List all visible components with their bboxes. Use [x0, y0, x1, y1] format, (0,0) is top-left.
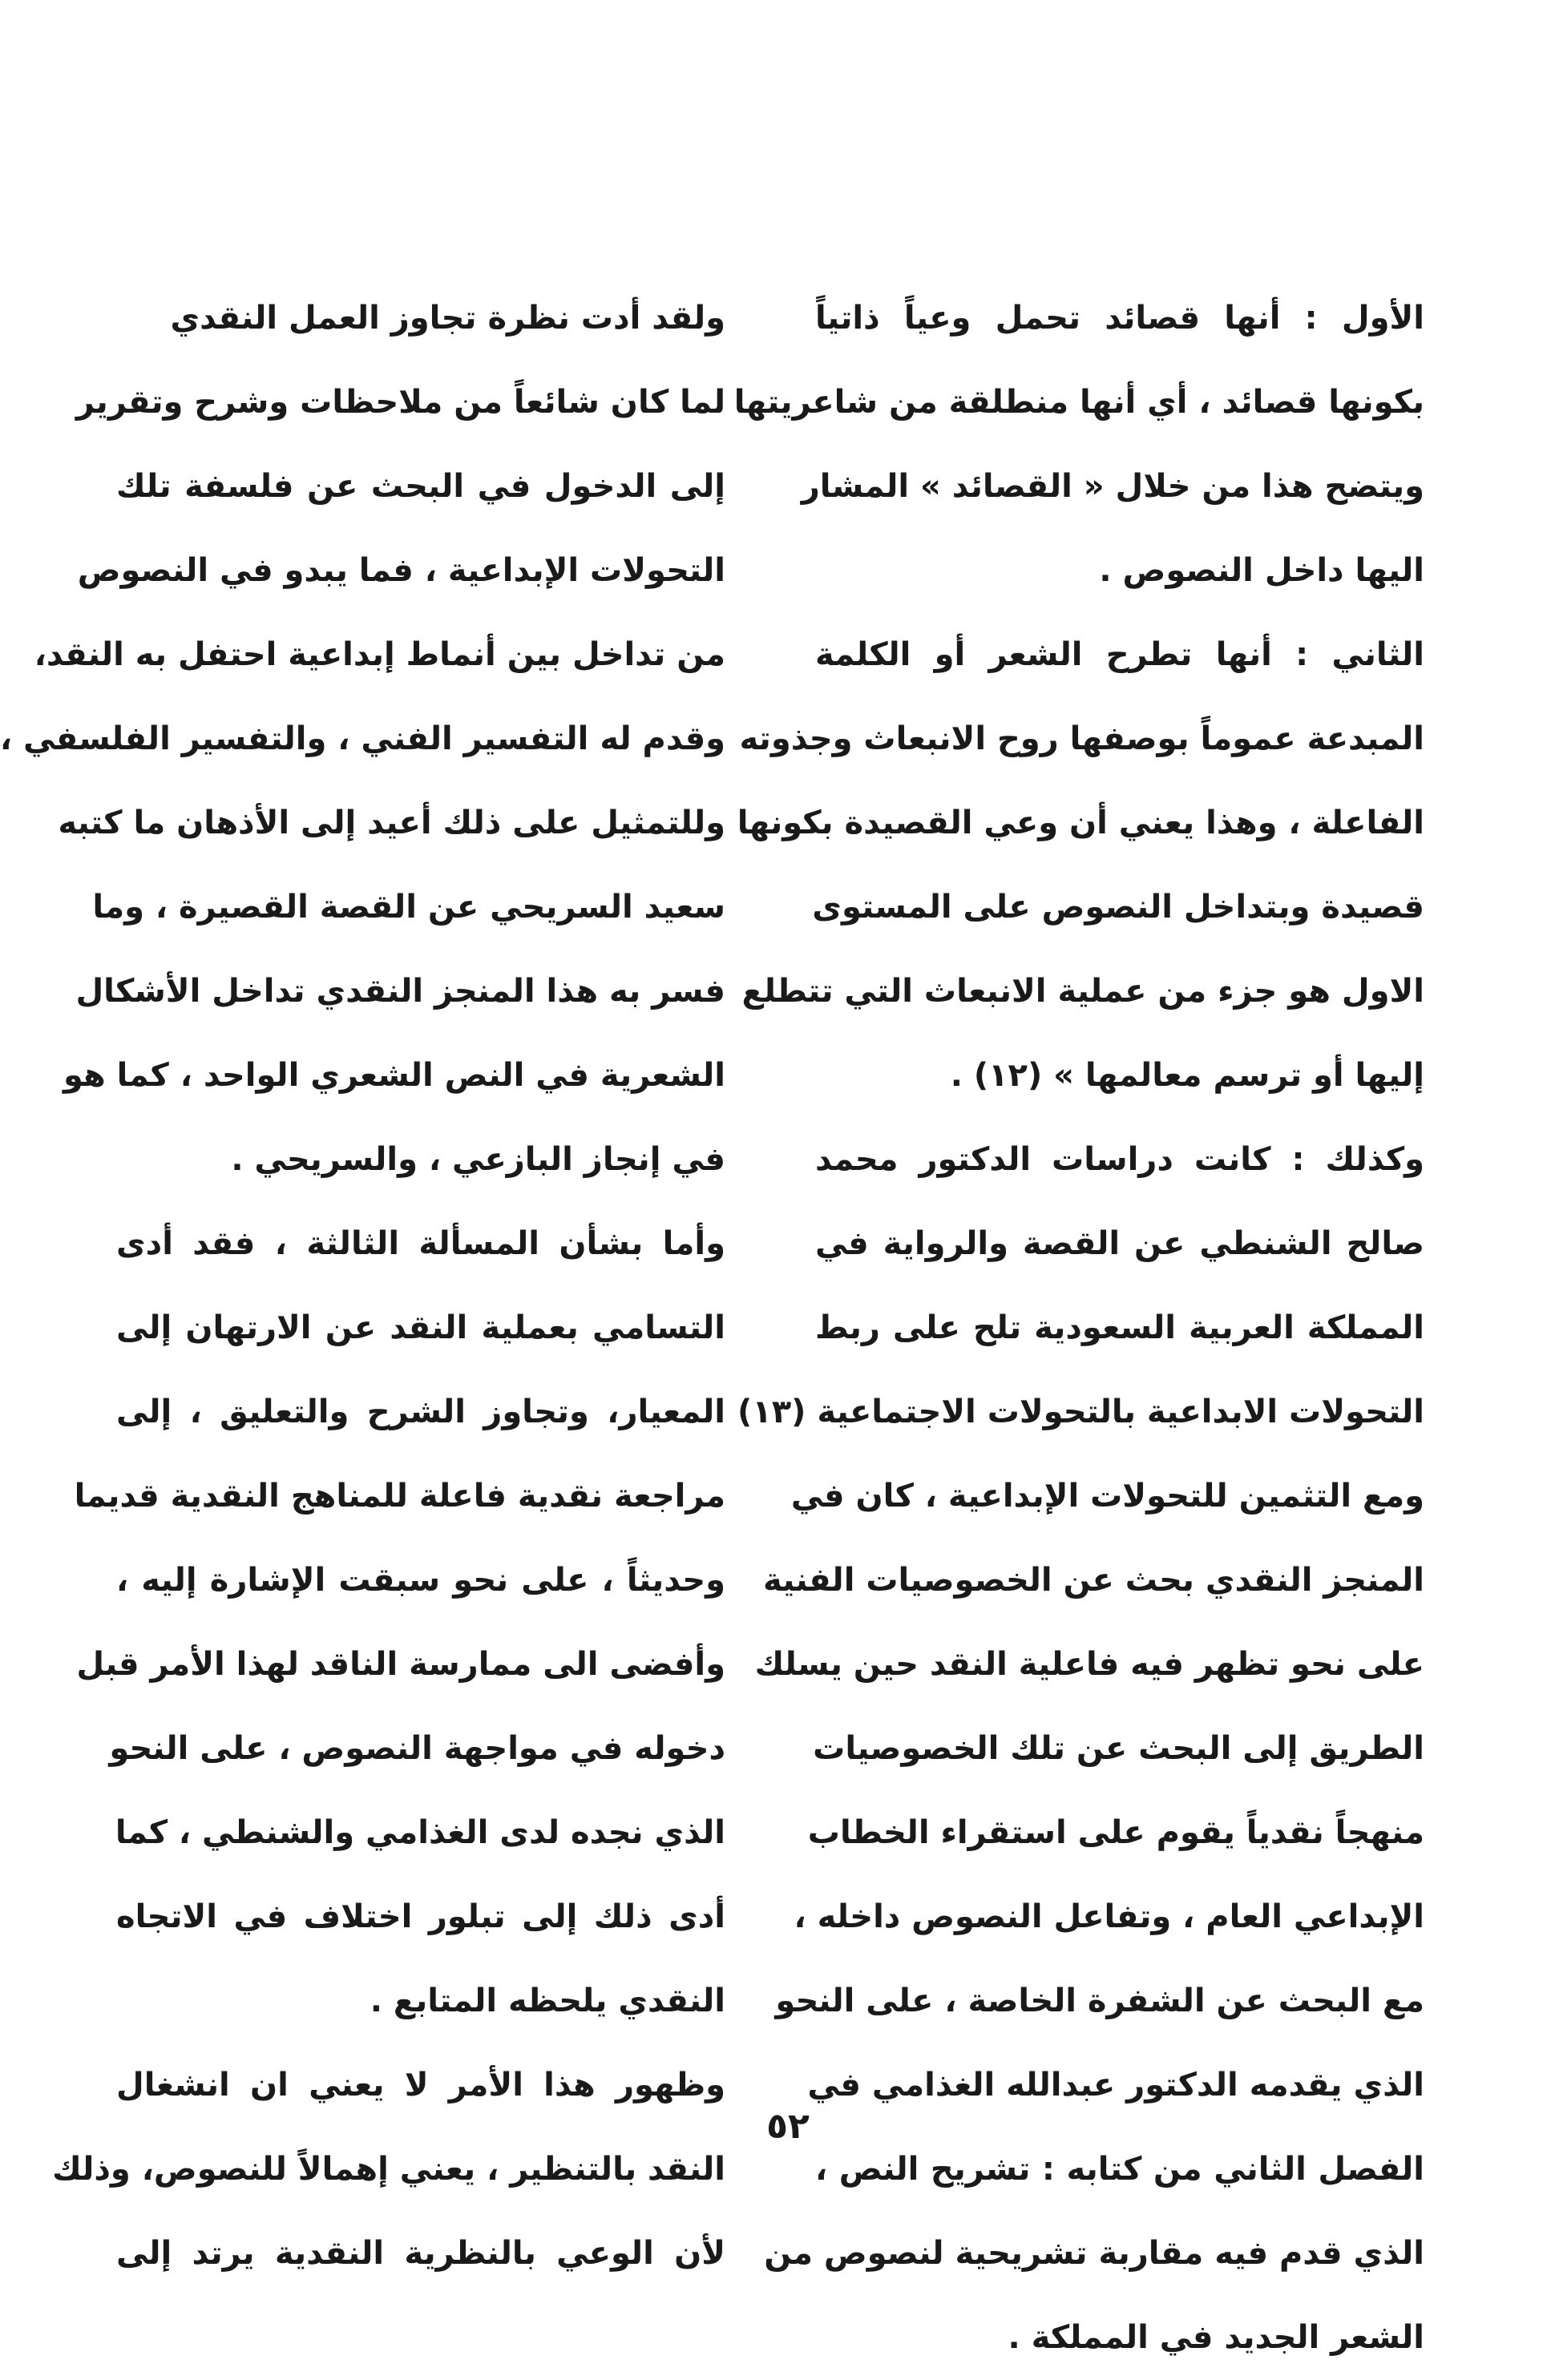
text-line: الإبداعي العام ، وتفاعل النصوص داخله ، [794, 1898, 1424, 1935]
text-line: وقدم له التفسير الفني ، والتفسير الفلسفي ، [0, 720, 725, 757]
text-column-left [0, 276, 725, 2296]
text-line: إليها أو ترسم معالمها » (١٢) . [950, 1057, 1424, 1094]
text-line: مع البحث عن الشفرة الخاصة ، على النحو [775, 1983, 1424, 2019]
text-line: وأفضى الى ممارسة الناقد لهذا الأمر قبل [76, 1646, 725, 1683]
text-line: وحديثاً ، على نحو سبقت الإشارة إليه ، [116, 1562, 725, 1599]
text-line: الاول هو جزء من عملية الانبعاث التي تتطلع [741, 973, 1424, 1010]
text-line: ومع التثمين للتحولات الإبداعية ، كان في [790, 1478, 1424, 1515]
text-line: المعيار، وتجاوز الشرح والتعليق ، إلى [116, 1394, 725, 1430]
text-line: الثاني : أنها تطرح الشعر أو الكلمة [815, 636, 1424, 673]
text-line: فسر به هذا المنجز النقدي تداخل الأشكال [75, 973, 725, 1010]
text-line: الذي يقدمه الدكتور عبدالله الغذامي في [807, 2067, 1424, 2104]
text-line: النقدي يلحظه المتابع . [370, 1983, 725, 2019]
text-line: دخوله في مواجهة النصوص ، على النحو [109, 1730, 725, 1767]
text-line: الذي نجده لدى الغذامي والشنطي ، كما [115, 1814, 725, 1851]
text-line: الشعر الجديد في المملكة . [1008, 2319, 1424, 2356]
text-line: وكذلك : كانت دراسات الدكتور محمد [815, 1141, 1424, 1178]
text-line: المنجز النقدي بحث عن الخصوصيات الفنية [762, 1562, 1424, 1599]
text-line: الفصل الثاني من كتابه : تشريح النص ، [815, 2151, 1424, 2188]
text-line: ولقد أدت نظرة تجاوز العمل النقدي [170, 300, 725, 337]
text-line: المملكة العربية السعودية تلح على ربط [815, 1309, 1424, 1346]
text-line: وللتمثيل على ذلك أعيد إلى الأذهان ما كتبه [58, 805, 725, 841]
text-line: إلى الدخول في البحث عن فلسفة تلك [116, 468, 725, 505]
text-line: أدى ذلك إلى تبلور اختلاف في الاتجاه [116, 1898, 725, 1935]
text-line: من تداخل بين أنماط إبداعية احتفل به النقد، [34, 636, 725, 673]
text-line: بكونها قصائد ، أي أنها منطلقة من شاعريتها [733, 384, 1424, 421]
page-number: ٥٢ [766, 2106, 810, 2147]
text-line: لما كان شائعاً من ملاحظات وشرح وتقرير [75, 384, 725, 421]
text-line: الشعرية في النص الشعري الواحد ، كما هو [63, 1057, 725, 1094]
text-line: النقد بالتنظير ، يعني إهمالاً للنصوص، وذلك [52, 2151, 725, 2188]
text-line: مراجعة نقدية فاعلة للمناهج النقدية قديما [74, 1478, 725, 1515]
text-line: صالح الشنطي عن القصة والرواية في [815, 1225, 1424, 1262]
text-line: سعيد السريحي عن القصة القصيرة ، وما [92, 889, 725, 926]
text-line: الطريق إلى البحث عن تلك الخصوصيات [813, 1730, 1424, 1767]
text-line: التحولات الابداعية بالتحولات الاجتماعية (١٣) [737, 1394, 1424, 1430]
text-line: التسامي بعملية النقد عن الارتهان إلى [116, 1309, 725, 1346]
text-line: قصيدة وبتداخل النصوص على المستوى [812, 889, 1424, 926]
text-line: وأما بشأن المسألة الثالثة ، فقد أدى [116, 1225, 725, 1262]
text-line: وظهور هذا الأمر لا يعني ان انشغال [116, 2067, 725, 2104]
text-line: الأول : أنها قصائد تحمل وعياً ذاتياً [815, 300, 1424, 337]
text-line: الذي قدم فيه مقاربة تشريحية لنصوص من [764, 2235, 1424, 2272]
text-line: لأن الوعي بالنظرية النقدية يرتد إلى [116, 2235, 725, 2272]
text-line: ويتضح هذا من خلال « القصائد » المشار [801, 468, 1424, 505]
text-line: منهجاً نقدياً يقوم على استقراء الخطاب [807, 1814, 1424, 1851]
text-line: على نحو تظهر فيه فاعلية النقد حين يسلك [754, 1646, 1424, 1683]
text-line: الفاعلة ، وهذا يعني أن وعي القصيدة بكونها [737, 805, 1424, 841]
text-line: التحولات الإبداعية ، فما يبدو في النصوص [77, 552, 725, 589]
text-line: اليها داخل النصوص . [1099, 552, 1424, 589]
text-line: في إنجاز البازعي ، والسريحي . [231, 1141, 725, 1178]
text-line: المبدعة عموماً بوصفها روح الانبعاث وجذوته [739, 720, 1424, 757]
